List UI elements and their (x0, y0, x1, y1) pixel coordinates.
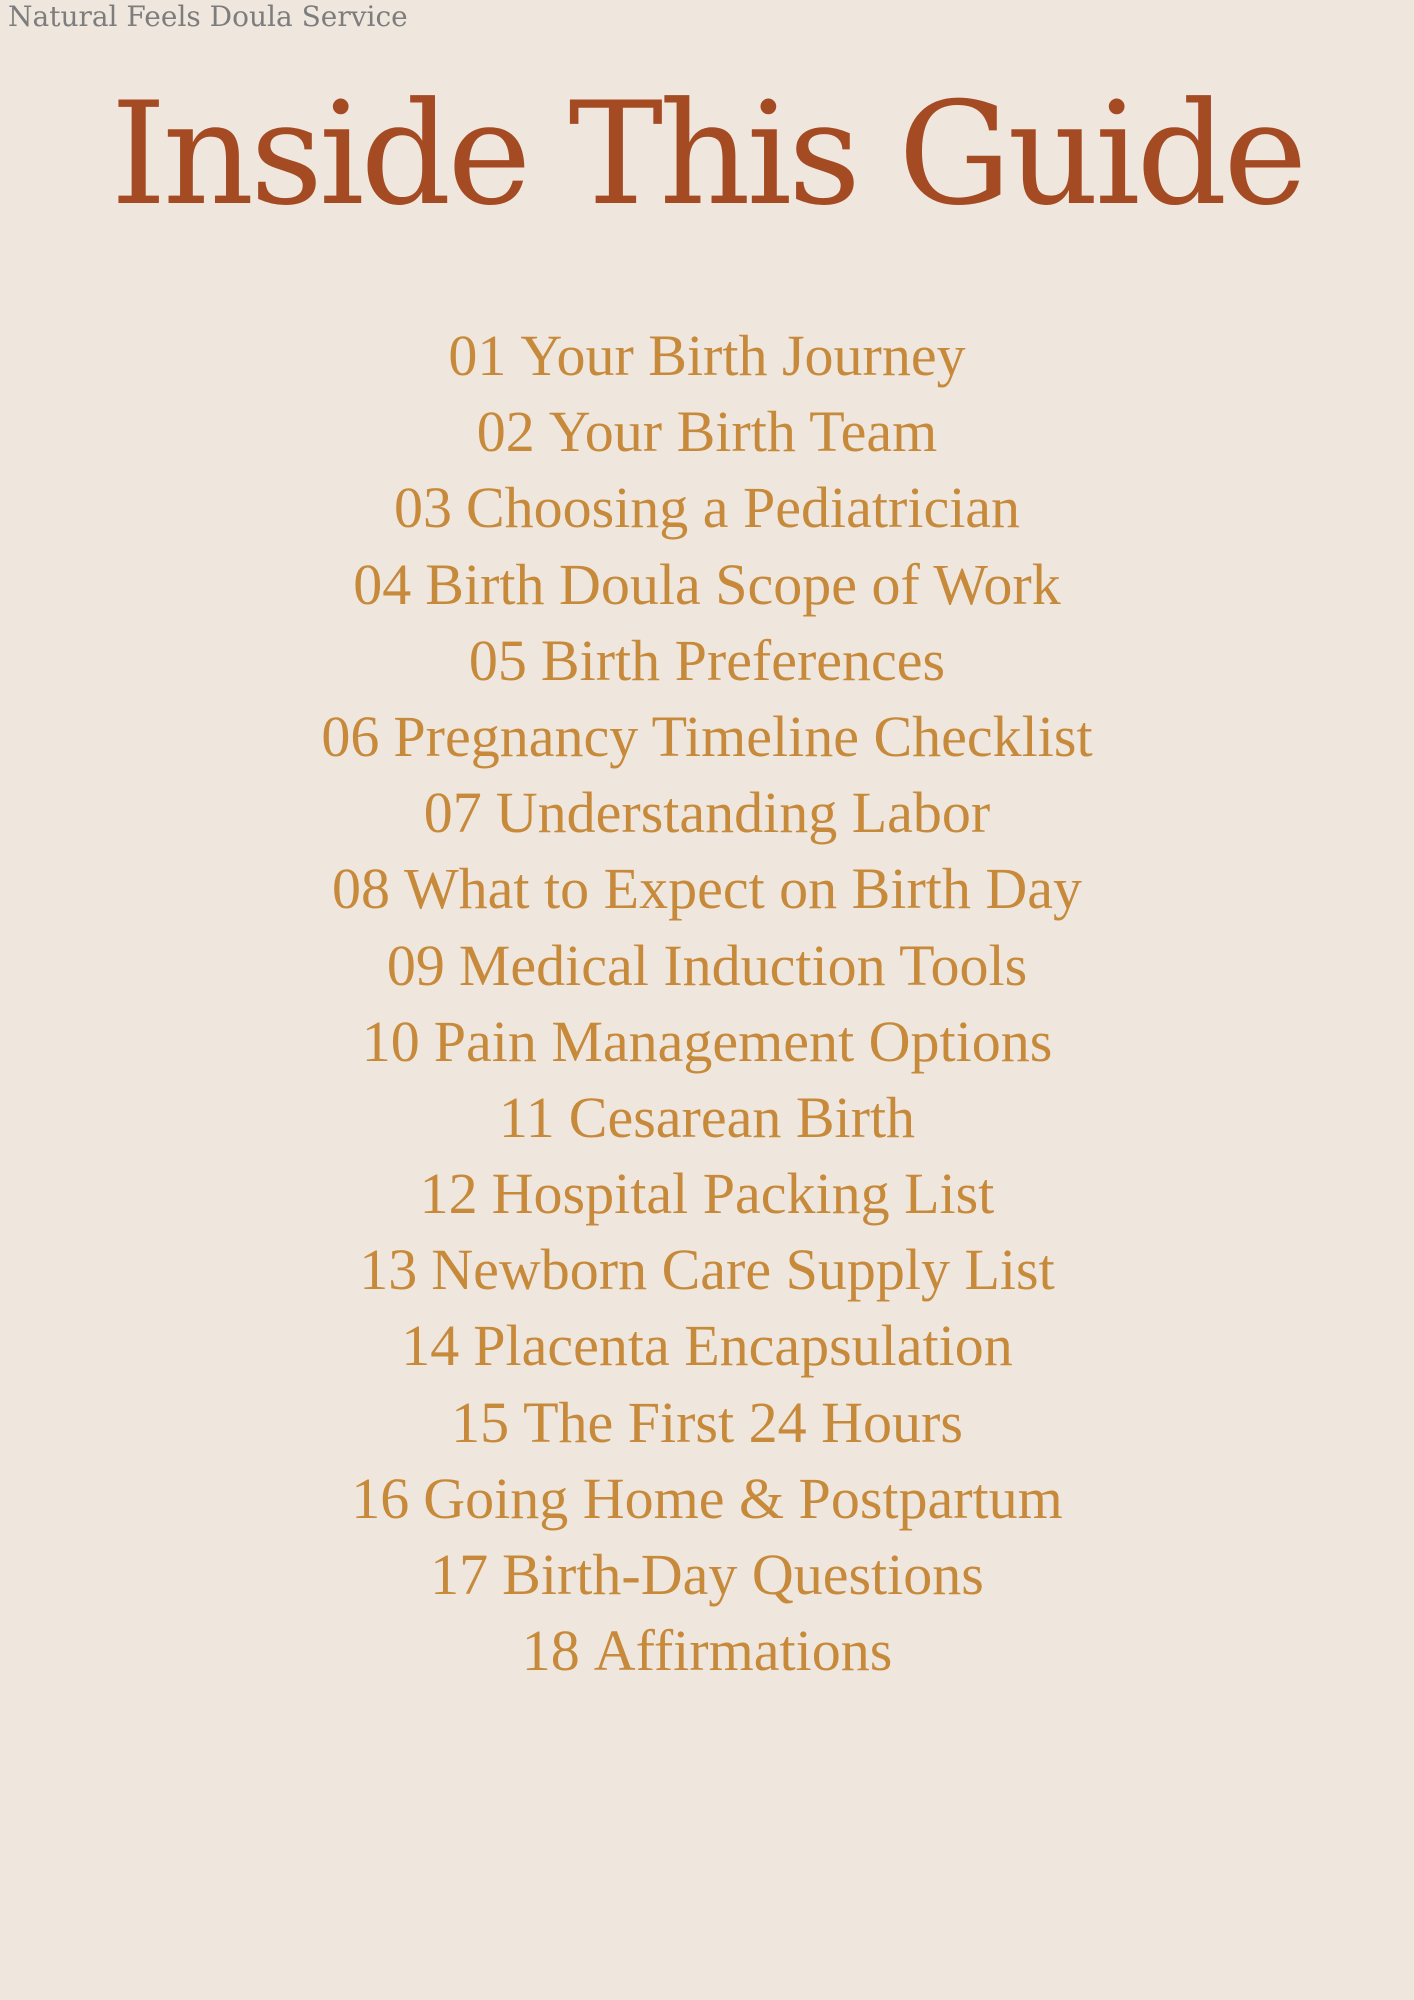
toc-item-title: Cesarean Birth (568, 1084, 916, 1150)
toc-item-number: 18 (521, 1618, 580, 1684)
toc-item (0, 928, 1414, 1004)
toc-item-title: Birth Doula Scope of Work (425, 551, 1061, 617)
toc-item (0, 775, 1414, 851)
toc-item-title: Pain Management Options (433, 1008, 1053, 1074)
toc-item (0, 623, 1414, 699)
toc-item (0, 1080, 1414, 1156)
toc-item (0, 1385, 1414, 1461)
table-of-contents (0, 318, 1414, 1689)
page-title: Inside This Guide (110, 72, 1304, 237)
toc-item (0, 470, 1414, 546)
toc-item-title: Understanding Labor (495, 780, 991, 846)
toc-item-title: Hospital Packing List (491, 1161, 995, 1227)
toc-item-number: 15 (451, 1389, 510, 1455)
toc-item (0, 1308, 1414, 1384)
toc-item-title: Choosing a Pediatrician (465, 475, 1021, 541)
toc-item-number: 13 (359, 1237, 418, 1303)
toc-item-number: 03 (393, 475, 452, 541)
toc-item-number: 17 (430, 1542, 489, 1607)
toc-item-number: 07 (423, 780, 482, 846)
toc-item (0, 699, 1414, 775)
toc-item (0, 1461, 1414, 1537)
toc-item-title: Pregnancy Timeline Checklist (393, 703, 1093, 769)
toc-item-number: 02 (476, 399, 535, 465)
toc-item (0, 1232, 1414, 1308)
toc-item-title: Newborn Care Supply List (431, 1237, 1055, 1303)
toc-item (0, 1537, 1414, 1613)
toc-item (0, 851, 1414, 927)
toc-item-title: What to Expect on Birth Day (403, 856, 1083, 922)
toc-item (0, 394, 1414, 470)
toc-item (0, 1156, 1414, 1232)
toc-item-number: 04 (353, 551, 412, 617)
toc-item-number: 08 (331, 856, 390, 922)
toc-item-title: Medical Induction Tools (458, 932, 1028, 998)
toc-item-number: 06 (321, 703, 380, 769)
toc-item-number: 01 (448, 323, 507, 388)
toc-item (0, 318, 1414, 394)
toc-item-number: 11 (498, 1084, 555, 1150)
toc-item-number: 09 (386, 932, 445, 998)
toc-item-number: 10 (361, 1008, 420, 1074)
toc-item (0, 1004, 1414, 1080)
toc-item-title: Placenta Encapsulation (473, 1313, 1013, 1379)
toc-item (0, 547, 1414, 623)
brand-name: Natural Feels Doula Service (8, 0, 408, 33)
toc-item-number: 12 (419, 1161, 478, 1227)
toc-item-title: Your Birth Journey (520, 323, 966, 388)
toc-item-number: 05 (468, 627, 527, 693)
toc-item (0, 1613, 1414, 1689)
toc-item-title: Birth-Day Questions (502, 1542, 984, 1607)
toc-item-number: 14 (401, 1313, 460, 1379)
toc-item-title: Birth Preferences (540, 627, 946, 693)
toc-item-title: Going Home & Postpartum (423, 1465, 1063, 1531)
toc-item-number: 16 (351, 1465, 410, 1531)
toc-item-title: The First 24 Hours (523, 1389, 963, 1455)
toc-item-title: Affirmations (593, 1618, 893, 1684)
toc-item-title: Your Birth Team (548, 399, 938, 465)
